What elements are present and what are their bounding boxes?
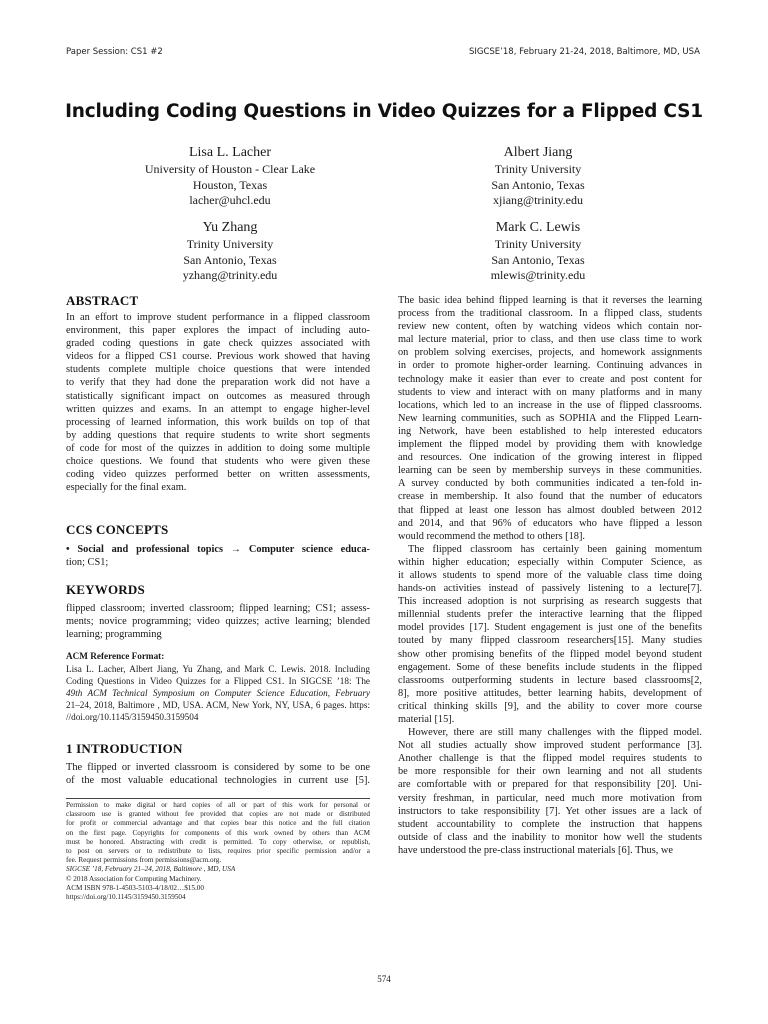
author-affiliation: University of Houston - Clear Lake bbox=[144, 162, 316, 176]
body-line: crease in membership. It also found that the number of educators bbox=[398, 491, 702, 503]
body-line: technology make it easier than ever to create and post content for bbox=[398, 373, 702, 385]
paper-title: Including Coding Questions in Video Quizzes for a Flipped CS1 bbox=[65, 101, 703, 122]
body-line: material [15]. bbox=[398, 714, 455, 725]
permission-line: © 2018 Association for Computing Machinery. bbox=[66, 874, 202, 883]
body-line: Another challenge is that the flipped model requires students to bbox=[398, 753, 702, 765]
introduction-body bbox=[66, 761, 370, 787]
permission-line: https://doi.org/10.1145/3159450.3159504 bbox=[66, 893, 186, 902]
keywords-body bbox=[66, 602, 370, 641]
body-line: model provides [17]. Student engagement is just one of the benefits bbox=[398, 622, 702, 634]
body-line: implement the flipped model by providing them with knowledge bbox=[398, 439, 702, 451]
author-name: Mark C. Lewis bbox=[495, 220, 581, 235]
body-line: Not all studies actually show improved student performance [3]. bbox=[398, 740, 702, 752]
body-line: student accountability to complete the instruction that happens bbox=[398, 818, 702, 830]
author-name: Albert Jiang bbox=[503, 145, 573, 160]
permission-line: fee. Request permissions from permissions@acm.org. bbox=[66, 856, 222, 865]
body-line: A survey conducted by both communities indicated a ten-fold in- bbox=[398, 478, 702, 490]
body-line: show other promising benefits of the flipped model beyond student bbox=[398, 648, 702, 660]
abstract-line: of code for most of the quizzes in addition to doing some multiple bbox=[66, 442, 370, 454]
permission-line: for profit or commercial advantage and that copies bear this notice and the full citation bbox=[66, 819, 370, 828]
abstract-line: especially for the final exam. bbox=[66, 482, 187, 494]
keywords-line: flipped classroom; inverted classroom; flipped learning; CS1; assess- bbox=[66, 603, 370, 614]
body-line: would recommend the method to others [18]. bbox=[398, 530, 586, 542]
author-affiliation: Trinity University bbox=[494, 162, 582, 176]
body-line: millennial students prefer the interactive learning that the flipped bbox=[398, 609, 702, 621]
body-line: it allows students to spend more of the valuable class time doing bbox=[398, 569, 702, 581]
author-affiliation: Trinity University bbox=[186, 237, 274, 251]
body-line: in order to promote higher-order learning. Continuing advances in bbox=[398, 360, 702, 372]
author-location: San Antonio, Texas bbox=[491, 252, 585, 267]
permission-line: Permission to make digital or hard copies of all or part of this work for personal or bbox=[66, 801, 370, 809]
abstract-line: coding video quizzes performed better on written assessments, bbox=[66, 469, 370, 481]
author-block bbox=[388, 219, 688, 284]
body-line: process from the traditional classroom. In a flipped class, students bbox=[398, 308, 702, 320]
abstract-line: by adding questions that require students to write short segments bbox=[66, 429, 370, 441]
body-line: touted by many flipped classroom researchers[15]. Many studies bbox=[398, 635, 702, 647]
running-header-right: SIGCSE’18, February 21-24, 2018, Baltimore, MD, USA bbox=[468, 47, 700, 57]
ccs-line: tion; CS1; bbox=[66, 557, 109, 569]
acm-reference-line: //doi.org/10.1145/3159450.3159504 bbox=[66, 711, 199, 722]
abstract-line: environment, this paper explores the impact of including auto- bbox=[66, 325, 370, 337]
author-email: lacher@uhcl.edu bbox=[189, 193, 271, 208]
abstract-body bbox=[66, 311, 370, 494]
author-email: xjiang@trinity.edu bbox=[493, 193, 583, 208]
body-line: outside of class and the inability to monitor how well the students bbox=[398, 831, 702, 843]
abstract-line: written quizzes and exams. In an attempt to engage higher-level bbox=[66, 403, 370, 415]
body-line: The flipped classroom has certainly been gaining momentum bbox=[408, 543, 702, 555]
abstract-line: In an effort to improve student performance in a flipped classroom bbox=[66, 312, 370, 323]
permission-notice bbox=[66, 801, 370, 902]
abstract-line: students complete multiple choice questions that were intended bbox=[66, 364, 370, 376]
abstract-line: graded coding questions in gate check quizzes associated with bbox=[66, 338, 370, 350]
body-line: ing Network, have been established to help interested educators bbox=[398, 425, 702, 437]
body-line: and 2014, and that 96% of educators who have flipped a lesson bbox=[398, 517, 702, 529]
acm-reference-line: 49th ACM Technical Symposium on Computer Science Education, February bbox=[66, 687, 370, 698]
body-line: learning can be seen by membership surveys in these communities. bbox=[398, 465, 702, 477]
author-email: mlewis@trinity.edu bbox=[490, 268, 586, 283]
body-line: versity freshman, in particular, need much more motivation from bbox=[398, 792, 702, 804]
introduction-heading: 1 INTRODUCTION bbox=[66, 741, 183, 756]
acm-reference-line: 21–24, 2018, Baltimore , MD, USA. ACM, New York, NY, USA, 6 pages. https: bbox=[66, 699, 370, 710]
body-line: have understood the pre-class instructional materials [6]. Thus, we bbox=[398, 844, 673, 856]
author-email: yzhang@trinity.edu bbox=[182, 268, 278, 283]
author-location: San Antonio, Texas bbox=[183, 252, 277, 267]
body-line: be more responsible for their own learning and not all students bbox=[398, 766, 702, 778]
permission-line: SIGCSE ’18, February 21–24, 2018, Baltimore , MD, USA bbox=[66, 865, 236, 874]
author-location: San Antonio, Texas bbox=[491, 177, 585, 192]
keywords-line: ments; novice programming; video quizzes; active learning; blended bbox=[66, 616, 370, 628]
introduction-line: of the most valuable educational technologies in current use [5]. bbox=[66, 775, 370, 787]
abstract-line: videos for a flipped CS1 course. Previous work showed that having bbox=[66, 351, 370, 363]
permission-line: on the first page. Copyrights for components of this work owned by others than ACM bbox=[66, 828, 370, 837]
acm-reference-line: Coding Questions in Video Quizzes for a Flipped CS1. In SIGCSE ’18: The bbox=[66, 675, 370, 686]
body-line: engagement. Some of these benefits include students in the flipped bbox=[398, 661, 702, 673]
keywords-line: learning; programming bbox=[66, 629, 162, 641]
body-line: classrooms outperforming students in lecture based classrooms[2, bbox=[398, 674, 702, 686]
body-line: review new content, often by watching videos which contain nor- bbox=[398, 321, 702, 333]
abstract-line: to verify that they had done the preparation work did not have a bbox=[66, 377, 370, 389]
body-line: hands-on activities instead of passively listening to a lecture[7]. bbox=[398, 583, 702, 595]
permission-line: classroom use is granted without fee provided that copies are not made or distributed bbox=[66, 810, 370, 819]
body-line: The basic idea behind flipped learning is that it reverses the learning bbox=[398, 295, 702, 306]
body-line: and resources. One indication of the growing interest in flipped bbox=[398, 452, 702, 464]
permission-line: to post on servers or to redistribute to lists, requires prior specific permission and/or a bbox=[66, 847, 370, 856]
body-line: However, there are still many challenges with the flipped model. bbox=[408, 727, 702, 739]
page-number: 574 bbox=[377, 974, 391, 984]
ccs-line: • Social and professional topics → Computer science educa- bbox=[66, 544, 370, 555]
acm-reference-line: Lisa L. Lacher, Albert Jiang, Yu Zhang, and Mark C. Lewis. 2018. Including bbox=[66, 664, 370, 674]
abstract-line: processing of learned information, this work builds on top of that bbox=[66, 416, 370, 428]
author-location: Houston, Texas bbox=[192, 177, 268, 192]
footnote-rule bbox=[66, 798, 370, 799]
keywords-heading: KEYWORDS bbox=[66, 582, 145, 597]
body-line: instructors to take responsibility [7]. Yet other issues are a lack of bbox=[398, 805, 702, 817]
body-line: on problem solving exercises, projects, and homework assignments bbox=[398, 347, 702, 359]
ccs-body bbox=[66, 543, 370, 569]
abstract-heading: ABSTRACT bbox=[66, 293, 139, 308]
body-line: students to view and interact with on many platforms and in many bbox=[398, 386, 702, 398]
author-block bbox=[80, 219, 380, 284]
body-line: mal lecture material, prior to class, and then use class time to work bbox=[398, 334, 702, 346]
author-affiliation: Trinity University bbox=[494, 237, 582, 251]
acm-reference-body bbox=[66, 664, 370, 724]
author-block bbox=[80, 144, 380, 209]
author-name: Lisa L. Lacher bbox=[188, 145, 271, 160]
running-header-left: Paper Session: CS1 #2 bbox=[66, 47, 163, 57]
introduction-line: The flipped or inverted classroom is considered by some to be one bbox=[66, 762, 370, 773]
abstract-line: statistically significant impact on outcomes as measured through bbox=[66, 390, 370, 402]
body-line: locations, which led to an increase in the use of flipped classrooms. bbox=[398, 399, 702, 411]
body-line: critical thinking skills [9], and the ability to cover more course bbox=[398, 700, 702, 712]
right-column-body bbox=[398, 294, 702, 857]
acm-reference-heading: ACM Reference Format: bbox=[66, 651, 165, 661]
author-block bbox=[388, 144, 688, 209]
permission-line: must be honored. Abstracting with credit is permitted. To copy otherwise, or republish, bbox=[66, 837, 370, 846]
body-line: This increased adoption is not surprising as research suggests that bbox=[398, 596, 702, 608]
body-line: are comfortable with or prepared for that responsibility [20]. Uni- bbox=[398, 779, 702, 791]
author-name: Yu Zhang bbox=[202, 220, 258, 235]
ccs-heading: CCS CONCEPTS bbox=[66, 522, 169, 537]
body-line: that flipped at least one lesson has almost doubled between 2012 bbox=[398, 504, 702, 516]
body-line: New learning communities, such as SOPHIA and the Flipped Learn- bbox=[398, 412, 702, 424]
permission-line: ACM ISBN 978-1-4503-5103-4/18/02…$15.00 bbox=[66, 883, 204, 892]
body-line: within higher education; especially within Computer Science, as bbox=[398, 556, 702, 568]
abstract-line: choice questions. We found that students who were given these bbox=[66, 456, 370, 468]
body-line: 8], more positive attitudes, better learning habits, development of bbox=[398, 687, 702, 699]
